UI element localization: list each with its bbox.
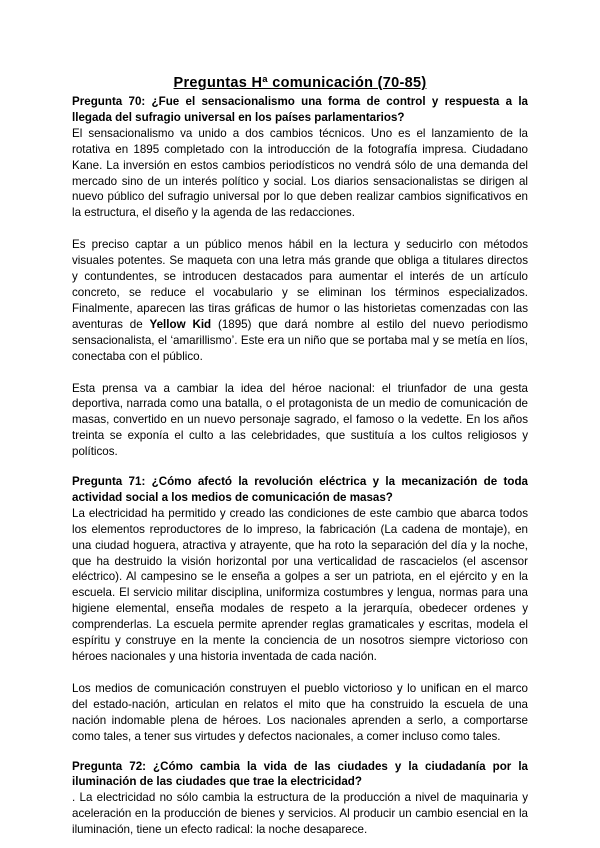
question-70-heading: Pregunta 70: ¿Fue el sensacionalismo una forma de control y respuesta a la llegada del sufragio universal en los países parlamentarios? (72, 95, 528, 124)
paragraph-2-text-a: Es preciso captar a un público menos hábil en la lectura y seducirlo con métodos visuales potentes. Se maqueta con una letra más grande que obliga a titulares directos y contundentes, se introducen destacados para aumentar el interés de un artículo concreto, se reduce el vocabulario y se eliminan los términos especializados. Finalmente, aparecen las tiras gráficas de humor o las historietas comenzadas con las aventuras de (72, 238, 528, 331)
question-70-paragraph-3: Esta prensa va a cambiar la idea del héroe nacional: el triunfador de una gesta deportiva, narrada como una batalla, o el protagonista de un medio de comunicación de masas, convertido en un nuevo personaje sagrado, el famoso o la vedette. En los años treinta se exponía el culto a las celebridades, que sustituía a los cultos religiosos y políticos. (72, 381, 528, 459)
question-71-paragraph-2: Los medios de comunicación construyen el pueblo victorioso y lo unifican en el marco del estado-nación, articulan en relatos el mito que ha construido la escuela de una nación indomable plena de héroes. Los nacionales aprenden a serlo, a comportarse como tales, a tener sus virtudes y defectos nacionales, a comer incluso como tales. (72, 681, 528, 743)
question-71-heading: Pregunta 71: ¿Cómo afectó la revolución eléctrica y la mecanización de toda actividad social a los medios de comunicación de masas? (72, 475, 528, 504)
question-71-section (72, 474, 528, 745)
question-70-paragraph-1: El sensacionalismo va unido a dos cambios técnicos. Uno es el lanzamiento de la rotativa en 1895 completado con la introducción de la fotografía impresa. Ciudadano Kane. La inversión en estos cambios periodísticos no vendrá sólo de una demanda del mercado sino de un interés político y social. Los diarios sensacionalistas se dirigen al nuevo público del sufragio universal por lo que deben realizar cambios significativos en la estructura, el diseño y la agenda de las redacciones. (72, 126, 528, 220)
yellow-kid-term: Yellow Kid (149, 317, 212, 331)
question-72-paragraph-1: . La electricidad no sólo cambia la estructura de la producción a nivel de maquinaria y aceleración en la producción de bienes y servicios. Al producir un cambio esencial en la iluminación, tiene un efecto radical: la noche desaparece. (72, 791, 528, 837)
question-72-section (72, 759, 528, 839)
document-title: Preguntas Hª comunicación (70-85) (173, 75, 427, 91)
question-72-heading: Pregunta 72: ¿Cómo cambia la vida de las ciudades y la ciudadanía por la iluminación de las ciudades que trae la electricidad? (72, 759, 528, 789)
question-70-paragraph-2 (72, 237, 528, 364)
question-71-paragraph-1: La electricidad ha permitido y creado las condiciones de este cambio que abarca todos los elementos reproductores de lo impreso, la fabricación (La cadena de montaje), en una ciudad hoguera, atractiva y atrayente, que ha roto la separación del día y la noche, que ha destruido la visión horizontal por una verticalidad de rascacielos (el ascensor eléctrico). Al campesino se le enseña a golpes a ser un patriota, en el ejército y en la escuela. El servicio militar disciplina, uniformiza costumbres y lengua, normas para una higiene elemental, enseña modales de respeto a la jerarquía, obedecer ordenes y comprenderlas. La escuela permite aprender reglas gramaticales y escritas, modela el espíritu y construye en la mente la conciencia de un nosotros siempre victorioso con héroes nacionales y una historia inventada de cada nación. (72, 506, 528, 663)
question-70-section (72, 94, 528, 460)
paragraph-2-text-b: (1895) que dará nombre al estilo del nuevo periodismo sensacionalista, el ‘amarillismo’. Este era un niño que se portaba mal y se metía en líos, conectaba con el público. (72, 317, 528, 363)
